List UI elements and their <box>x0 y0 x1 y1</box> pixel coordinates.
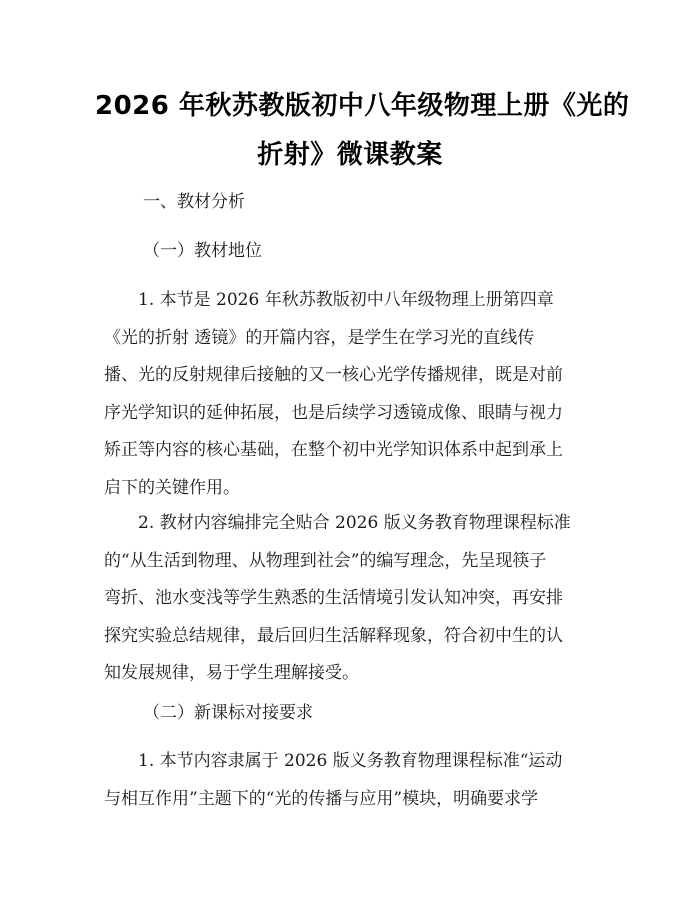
paragraph-line: 探究实验总结规律，最后回归生活解释现象，符合初中生的认 <box>104 625 563 646</box>
paragraph <box>104 282 604 508</box>
paragraph-line: 1. 本节内容隶属于 2026 版义务教育物理课程标准“运动 <box>104 751 563 771</box>
paragraph-line: 序光学知识的延伸拓展，也是后续学习透镜成像、眼睛与视力 <box>104 402 563 423</box>
title-line: 2026 年秋苏教版初中八年级物理上册《光的 <box>95 91 630 121</box>
paragraph-line: 与相互作用”主题下的“光的传播与应用”模块，明确要求学 <box>104 788 539 809</box>
document-title <box>95 82 630 180</box>
paragraph-line: 启下的关键作用。 <box>104 477 240 498</box>
subsection-heading: （一）教材地位 <box>143 241 262 261</box>
paragraph-line: 矫正等内容的核心基础，在整个初中光学知识体系中起到承上 <box>104 440 563 461</box>
section-heading: 一、教材分析 <box>143 192 245 212</box>
paragraph-line: 弯折、池水变浅等学生熟悉的生活情境引发认知冲突，再安排 <box>104 588 563 609</box>
paragraph-line: 1. 本节是 2026 年秋苏教版初中八年级物理上册第四章 <box>104 290 554 310</box>
paragraph-line: 2. 教材内容编排完全贴合 2026 版义务教育物理课程标准 <box>104 513 571 533</box>
paragraph-line: 播、光的反射规律后接触的又一核心光学传播规律，既是对前 <box>104 365 563 386</box>
paragraph-line: 的“从生活到物理、从物理到社会”的编写理念，先呈现筷子 <box>104 550 547 571</box>
paragraph-line: 《光的折射 透镜》的开篇内容，是学生在学习光的直线传 <box>104 327 535 348</box>
paragraph <box>104 743 604 818</box>
paragraph <box>104 505 604 693</box>
paragraph-line: 知发展规律，易于学生理解接受。 <box>104 663 359 684</box>
subsection-heading: （二）新课标对接要求 <box>143 703 313 723</box>
title-line: 折射》微课教案 <box>257 140 443 170</box>
